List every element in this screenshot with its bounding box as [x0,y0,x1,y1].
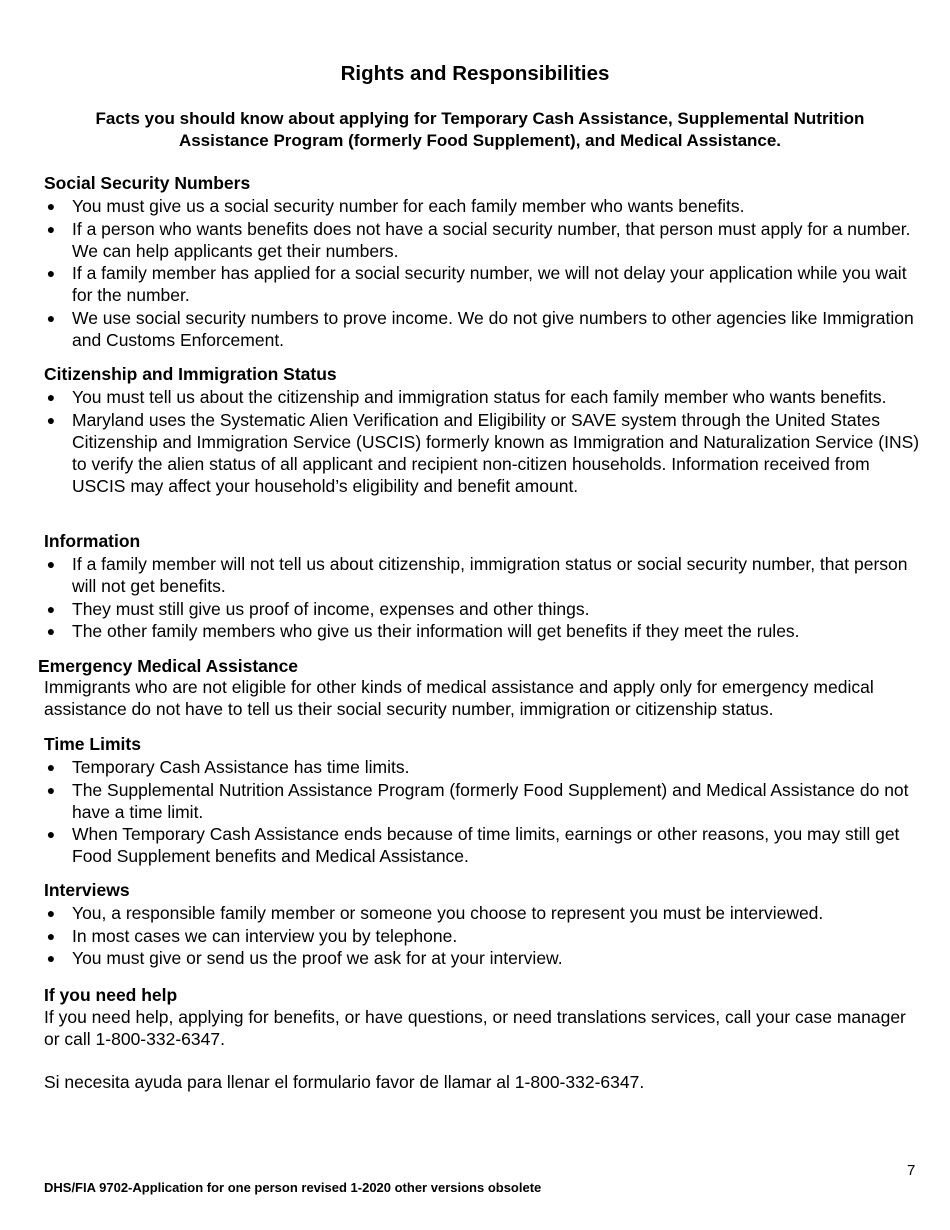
paragraph: If you need help, applying for benefits, or have questions, or need translations services, call your case manager or call 1-800-332-6347. [44,1007,906,1049]
section-heading: If you need help [44,985,178,1005]
section-heading: Information [44,531,141,551]
page-number: 7 [907,1162,916,1179]
list-item: ● We use social security numbers to prove income. We do not give numbers to other agencies like Immigration and Customs Enforcement. [44,307,924,351]
paragraph: Immigrants who are not eligible for other kinds of medical assistance and apply only for emergency medical assistance do not have to tell us their social security number, immigration or citizenship status. [44,677,874,719]
subtitle-line-1: Facts you should know about applying for Temporary Cash Assistance, Supplemental Nutrition [95,109,865,128]
section-citizenship [44,363,924,497]
section-emergency-medical [38,655,918,678]
bullet-icon: ● [46,556,56,572]
bullet-icon: ● [46,927,56,944]
list-item: ● In most cases we can interview you by telephone. [44,925,924,947]
bullet-list [44,195,924,351]
section-heading: Time Limits [44,734,141,754]
list-item: ● You must tell us about the citizenship and immigration status for each family member who wants benefits. [44,386,924,408]
section-help [44,984,924,1094]
bullet-list [44,756,924,867]
section-heading: Citizenship and Immigration Status [44,364,337,384]
list-item: ● The other family members who give us their information will get benefits if they meet the rules. [44,620,924,642]
bullet-list [44,386,924,497]
bullet-icon: ● [46,950,56,966]
bullet-icon: ● [46,389,56,405]
list-item: ● If a person who wants benefits does not have a social security number, that person must apply for a number. We can help applicants get their numbers. [44,218,924,262]
bullet-list [44,902,924,969]
section-heading: Emergency Medical Assistance [38,656,299,676]
footer-form-id: DHS/FIA 9702-Application for one person revised 1-2020 other versions obsolete [44,1180,542,1195]
list-item: ● You must give us a social security number for each family member who wants benefits. [44,195,924,217]
list-item: ● If a family member will not tell us about citizenship, immigration status or social security number, that person will not get benefits. [44,553,924,597]
page-title: Rights and Responsibilities [340,62,610,85]
section-information [44,530,924,643]
spanish-paragraph: Si necesita ayuda para llenar el formulario favor de llamar al 1-800-332-6347. [44,1072,645,1092]
bullet-icon: ● [46,826,56,842]
list-item: ● When Temporary Cash Assistance ends because of time limits, earnings or other reasons, you may still get Food Supplement benefits and Medical Assistance. [44,823,924,867]
bullet-icon: ● [46,309,56,326]
list-item: ● You must give or send us the proof we ask for at your interview. [44,947,924,969]
section-heading: Social Security Numbers [44,173,251,193]
bullet-icon: ● [46,265,56,281]
bullet-icon: ● [46,623,56,639]
bullet-icon: ● [46,759,56,775]
list-item: ● If a family member has applied for a social security number, we will not delay your application while you wait for the number. [44,262,924,306]
list-item: ● The Supplemental Nutrition Assistance Program (formerly Food Supplement) and Medical Assistance do not have a time limit. [44,779,924,823]
subtitle-line-2: Assistance Program (formerly Food Supplement), and Medical Assistance. [178,131,782,150]
list-item: ● You, a responsible family member or someone you choose to represent you must be interviewed. [44,902,924,924]
list-item: ● They must still give us proof of income, expenses and other things. [44,598,924,620]
page-subtitle [40,108,920,152]
list-item: ● Temporary Cash Assistance has time limits. [44,756,924,778]
bullet-list [44,553,924,642]
list-item: ● Maryland uses the Systematic Alien Verification and Eligibility or SAVE system through the United States Citizenship and Immigration Service (USCIS) formerly known as Immigration and Naturalization Service (INS) to verify the alien status of all applicant and recipient non-citizen households. Information received from USCIS may affect your household’s eligibility and benefit amount. [44,409,924,497]
bullet-icon: ● [46,781,56,798]
bullet-icon: ● [46,198,56,214]
section-heading: Interviews [44,880,130,900]
section-emergency-medical-body [44,677,924,720]
section-time-limits [44,733,924,868]
bullet-icon: ● [46,411,56,428]
bullet-icon: ● [46,600,56,617]
bullet-icon: ● [46,905,56,921]
bullet-icon: ● [46,220,56,237]
section-interviews [44,879,924,970]
section-social-security-numbers [44,172,924,351]
